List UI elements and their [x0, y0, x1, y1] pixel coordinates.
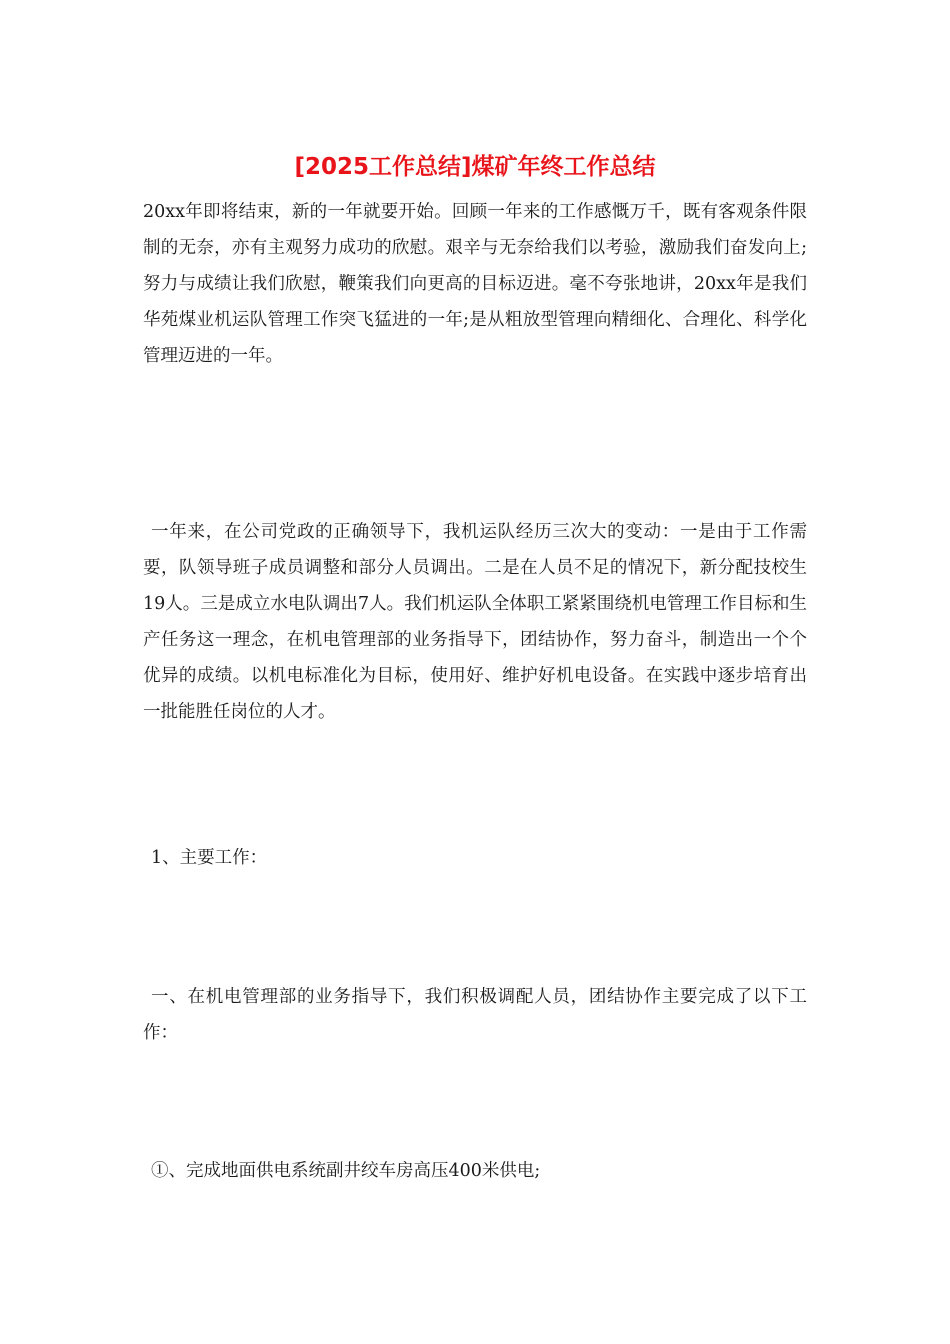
- intro-paragraph: 20xx年即将结束，新的一年就要开始。回顾一年来的工作感慨万千，既有客观条件限制的无奈，亦有主观努力成功的欣慰。艰辛与无奈给我们以考验，激励我们奋发向上;努力与成绩让我们欣慰，鞭策我们向更高的目标迈进。毫不夸张地讲，20xx年是我们华苑煤业机运队管理工作突飞猛进的一年;是从粗放型管理向精细化、合理化、科学化管理迈进的一年。: [143, 202, 807, 366]
- overview-paragraph: 一年来，在公司党政的正确领导下，我机运队经历三次大的变动：一是由于工作需要，队领导班子成员调整和部分人员调出。二是在人员不足的情况下，新分配技校生19人。三是成立水电队调出7人。我们机运队全体职工紧紧围绕机电管理工作目标和生产任务这一理念，在机电管理部的业务指导下，团结协作，努力奋斗，制造出一个个优异的成绩。以机电标准化为目标，使用好、维护好机电设备。在实践中逐步培育出一批能胜任岗位的人才。: [143, 522, 807, 722]
- document-title: [2025工作总结]煤矿年终工作总结: [294, 154, 656, 180]
- work-list-item-1: ①、完成地面供电系统副井绞车房高压400米供电;: [151, 1161, 541, 1181]
- section-heading-main-work: 1、主要工作：: [151, 848, 268, 868]
- work-item-paragraph: 一、在机电管理部的业务指导下，我们积极调配人员，团结协作主要完成了以下工作：: [143, 987, 807, 1043]
